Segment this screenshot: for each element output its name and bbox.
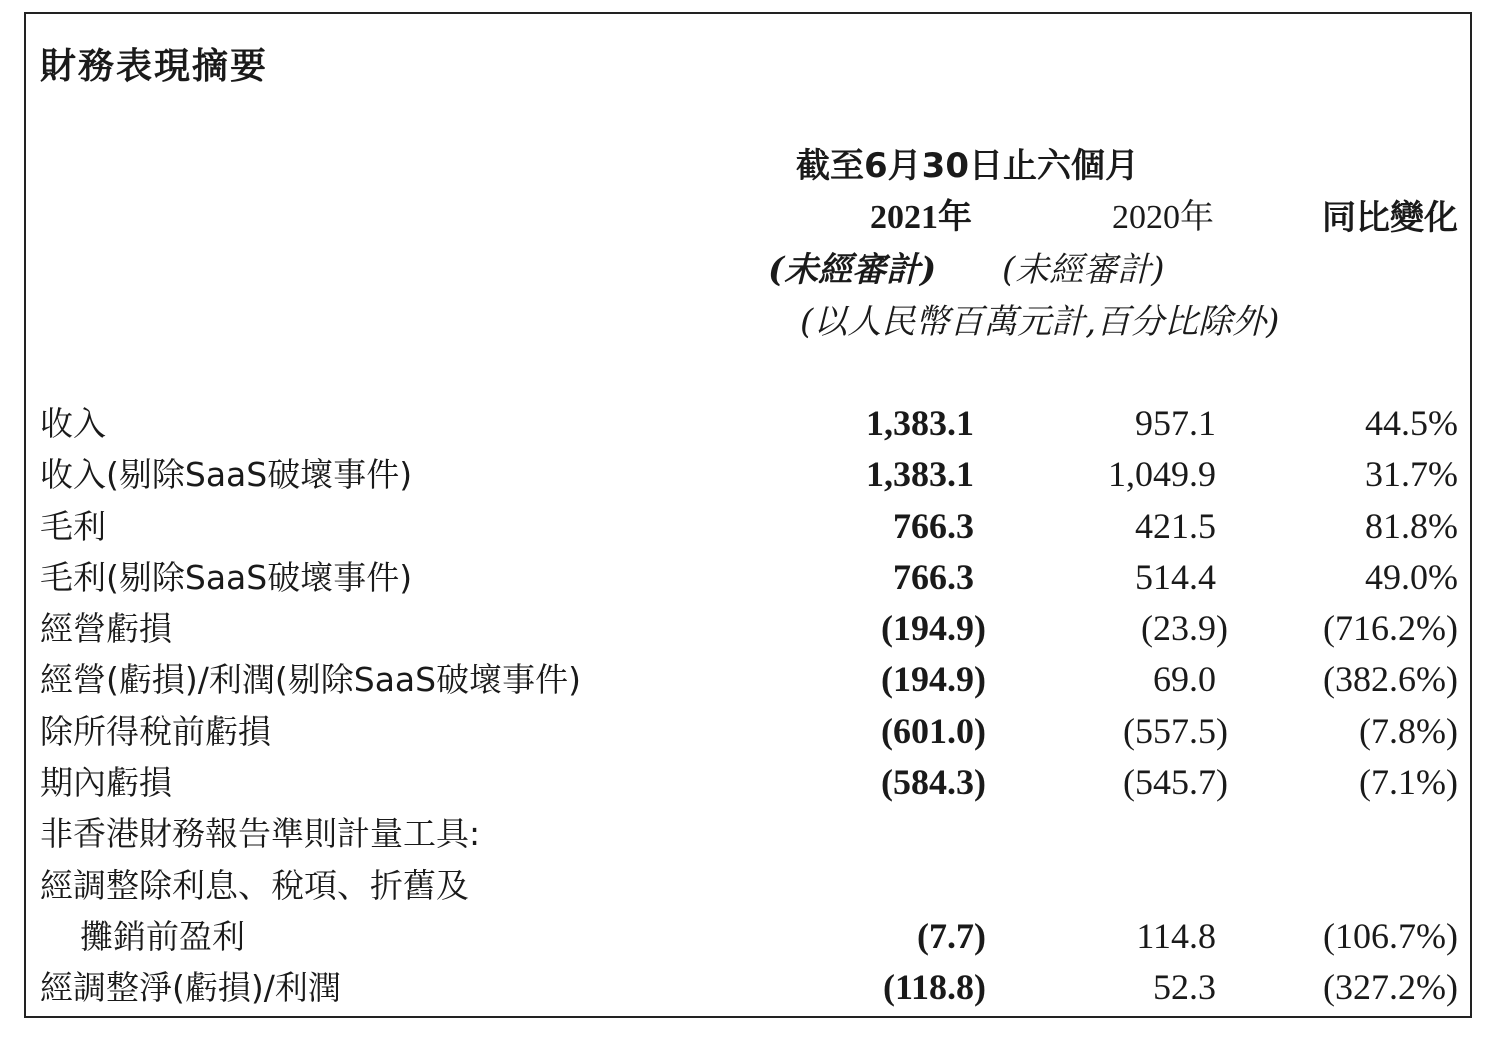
row-label: 經營虧損	[40, 609, 172, 649]
value-change: (382.6%)	[1323, 659, 1458, 700]
table-row	[0, 808, 1500, 859]
table-row	[0, 552, 1500, 603]
value-2021: (601.0)	[881, 710, 986, 751]
row-label: 收入	[40, 404, 106, 443]
table-row	[0, 398, 1500, 449]
value-change: 81.8%	[1365, 505, 1458, 546]
value-2020: (23.9)	[1141, 608, 1228, 649]
value-change: (327.2%)	[1323, 967, 1458, 1008]
table-row	[0, 757, 1500, 808]
value-2020: (545.7)	[1123, 762, 1228, 803]
table-row	[0, 654, 1500, 705]
value-change: (7.8%)	[1359, 710, 1458, 751]
period-header: 截至6月30日止六個月	[796, 146, 1139, 186]
value-2020: 52.3	[1153, 967, 1216, 1008]
row-label: 攤銷前盈利	[80, 916, 245, 956]
value-2021: 1,383.1	[866, 403, 974, 443]
value-2020: 514.4	[1135, 556, 1216, 597]
row-label: 期內虧損	[40, 763, 172, 803]
value-change: (716.2%)	[1323, 608, 1458, 649]
value-2021: 766.3	[893, 556, 974, 597]
column-header-2020: 2020年	[1112, 199, 1214, 236]
value-2021: 766.3	[893, 505, 974, 546]
value-2021: (584.3)	[881, 762, 986, 803]
row-label: 非香港財務報告準則計量工具:	[40, 814, 481, 854]
value-change: (106.7%)	[1323, 915, 1458, 956]
value-2020: 114.8	[1136, 915, 1216, 956]
value-2021: (118.8)	[883, 967, 986, 1008]
value-2020: 957.1	[1135, 403, 1216, 443]
column-header-change: 同比變化	[1322, 198, 1458, 238]
page-title: 財務表現摘要	[40, 46, 269, 87]
value-2021: (7.7)	[917, 915, 986, 956]
value-2020: 69.0	[1153, 659, 1216, 700]
audit-note-2020: (未經審計)	[1002, 250, 1165, 290]
column-header-2021: 2021年	[870, 199, 972, 236]
table-row	[0, 603, 1500, 654]
unit-note: (以人民幣百萬元計,百分比除外)	[800, 302, 1280, 342]
value-change: (7.1%)	[1359, 762, 1458, 803]
row-label: 除所得稅前虧損	[40, 711, 271, 751]
value-2021: 1,383.1	[866, 454, 974, 495]
value-change: 44.5%	[1365, 403, 1458, 443]
financial-table	[0, 398, 1500, 1014]
value-2021: (194.9)	[881, 659, 986, 700]
table-row	[0, 962, 1500, 1013]
value-2020: (557.5)	[1123, 710, 1228, 751]
table-row	[0, 449, 1500, 500]
table-row	[0, 706, 1500, 757]
table-row	[0, 911, 1500, 962]
value-2020: 1,049.9	[1108, 454, 1216, 495]
value-2020: 421.5	[1135, 505, 1216, 546]
audit-note-2021: (未經審計)	[768, 250, 937, 290]
value-2021: (194.9)	[881, 608, 986, 649]
table-row	[0, 860, 1500, 911]
value-change: 31.7%	[1365, 454, 1458, 495]
row-label: 毛利	[40, 506, 106, 546]
row-label: 收入(剔除SaaS破壞事件)	[40, 455, 413, 495]
value-change: 49.0%	[1365, 556, 1458, 597]
row-label: 經調整淨(虧損)/利潤	[40, 968, 341, 1008]
row-label: 經營(虧損)/利潤(剔除SaaS破壞事件)	[40, 660, 581, 700]
row-label: 毛利(剔除SaaS破壞事件)	[40, 557, 413, 597]
table-row	[0, 501, 1500, 552]
row-label: 經調整除利息、稅項、折舊及	[40, 865, 469, 905]
